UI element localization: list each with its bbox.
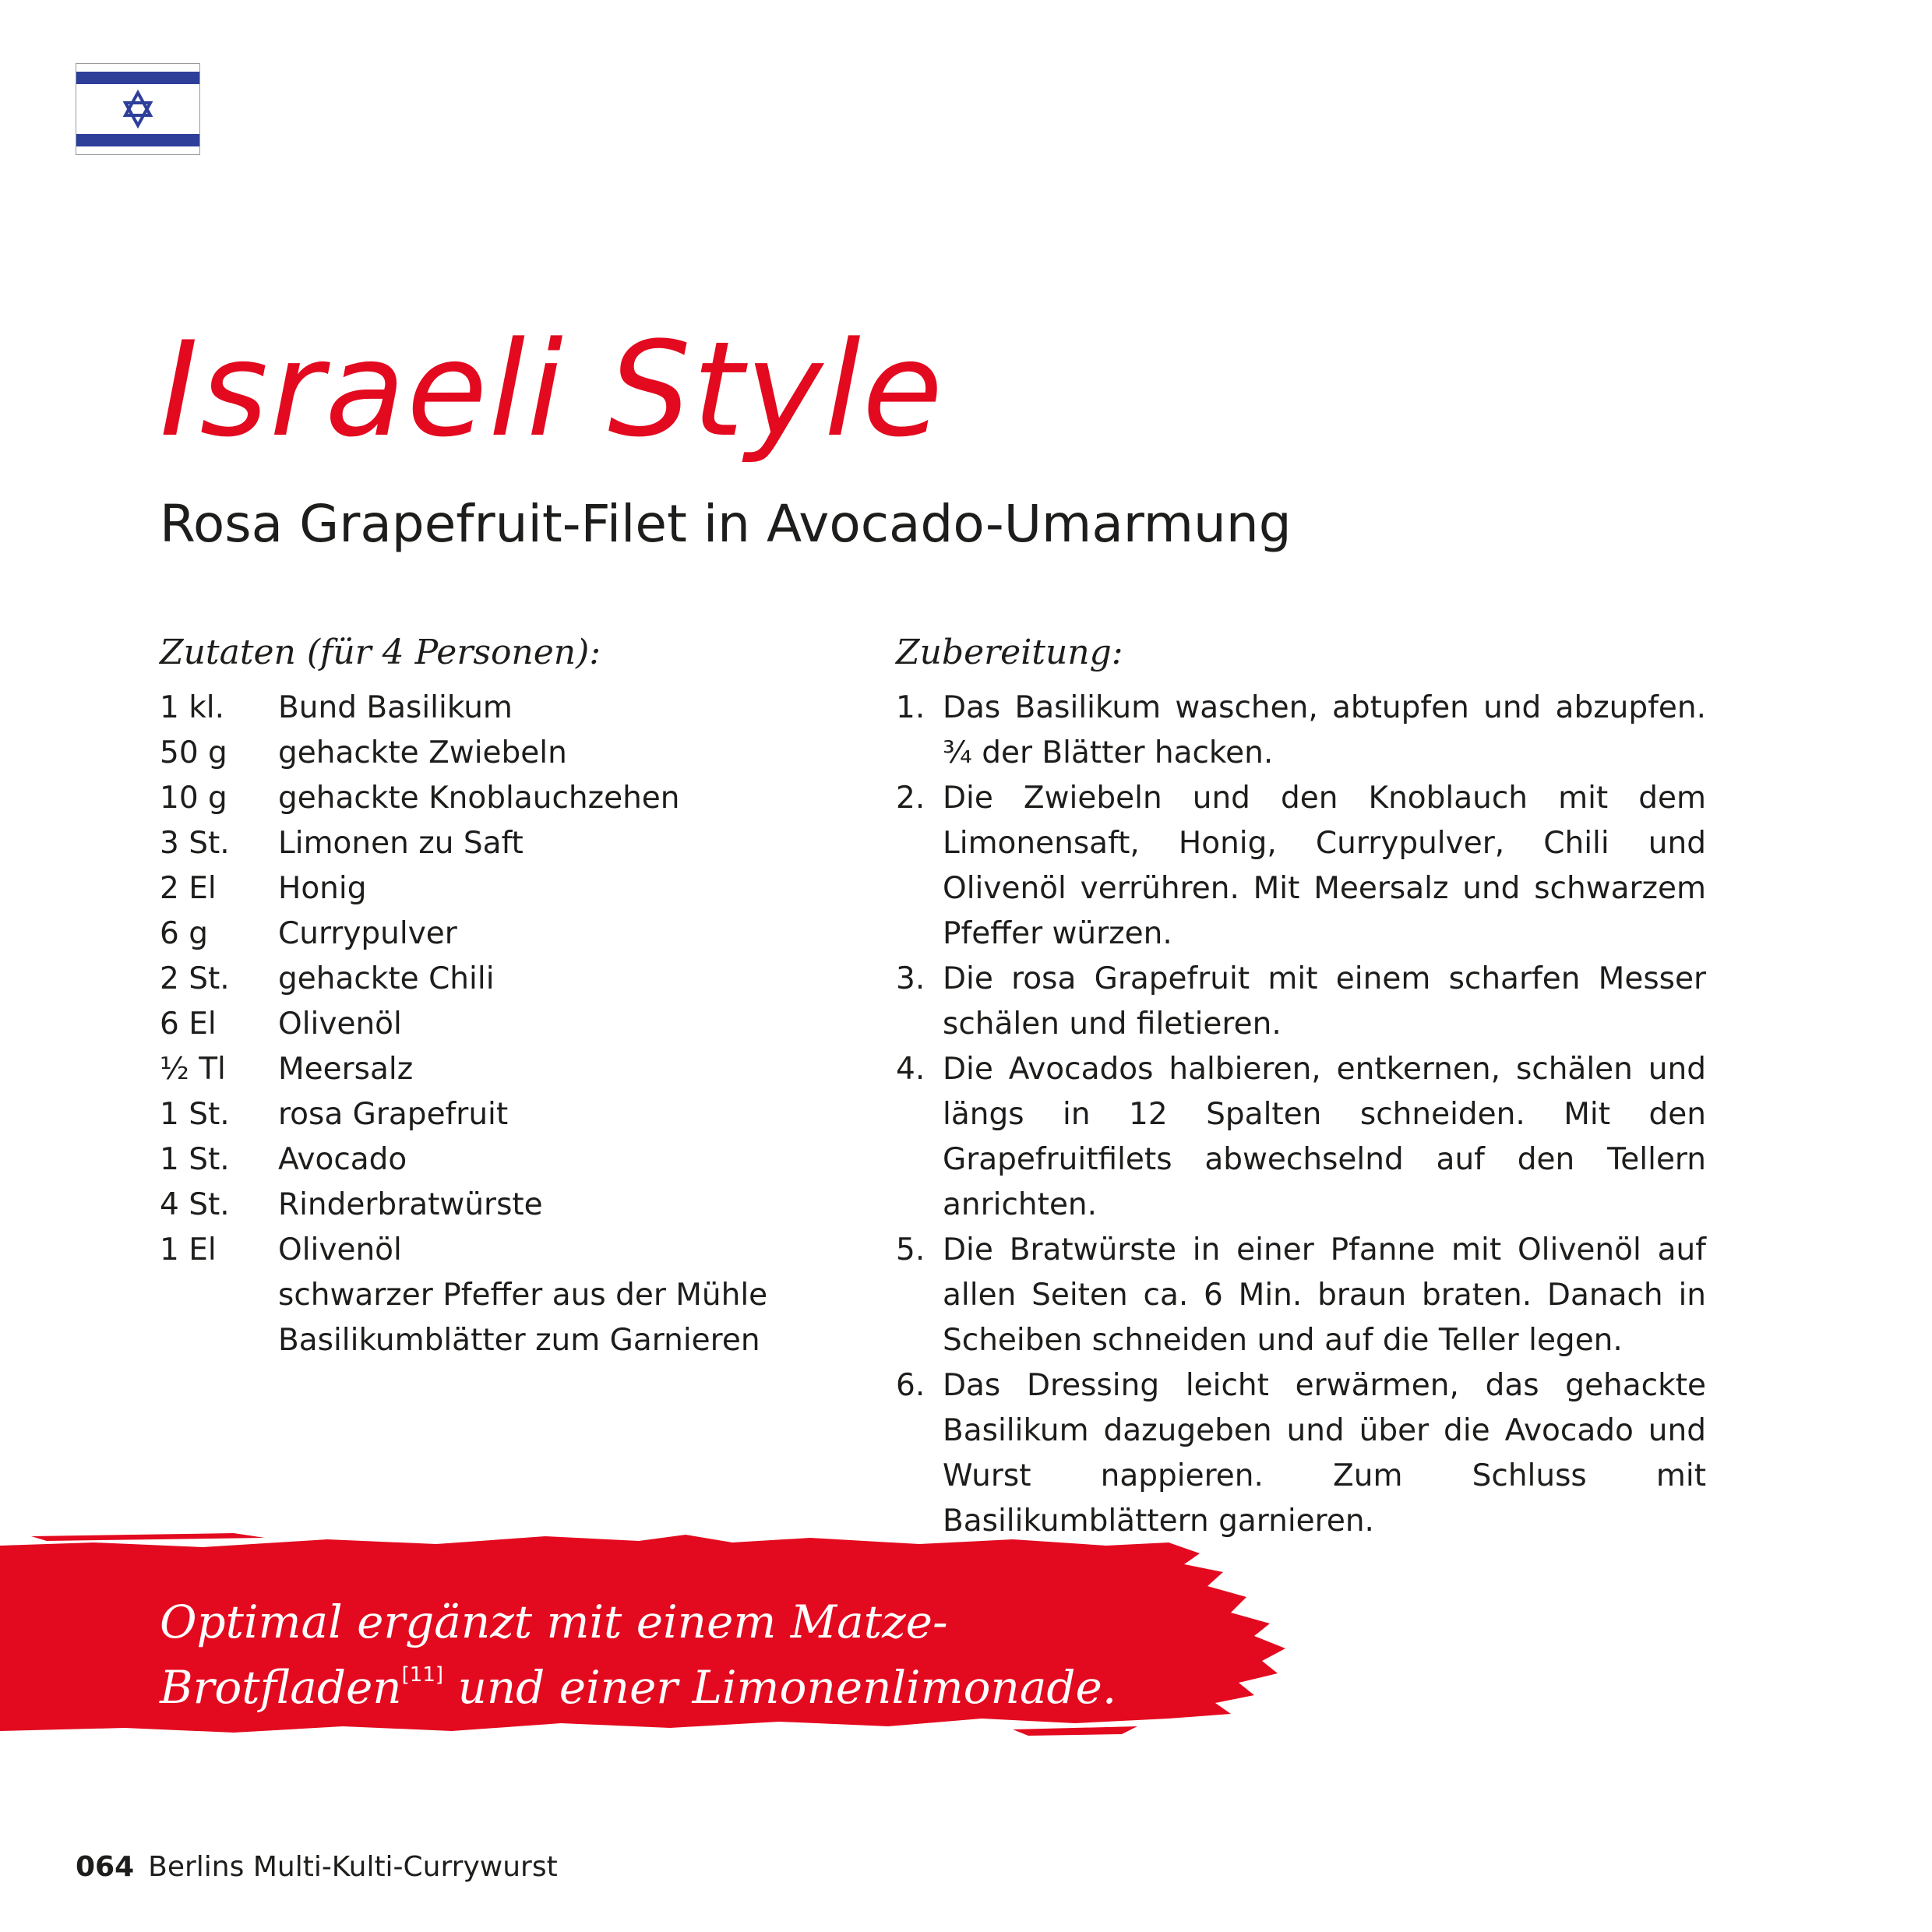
ingredient-name: Basilikumblätter zum Garnieren — [278, 1323, 760, 1358]
serving-tip — [160, 1589, 1116, 1720]
ingredient-quantity: 2 El — [160, 871, 217, 906]
ingredient-quantity: 3 St. — [160, 826, 230, 861]
ingredient-name: schwarzer Pfeffer aus der Mühle — [278, 1278, 768, 1313]
page-number: 064 — [76, 1851, 135, 1883]
preparation-step — [896, 686, 1706, 776]
step-text: Die rosa Grapefruit mit einem scharfen Messer schälen und filetieren. — [943, 961, 1706, 1042]
preparation-heading: Zubereitung: — [896, 633, 1123, 672]
ingredient-quantity: 1 St. — [160, 1142, 230, 1177]
step-number: 1. — [896, 690, 925, 725]
step-text: Die Avocados halbieren, entkernen, schälen und längs in 12 Spalten schneiden. Mit den Grapefruitfilets abwechselnd auf den Tellern anrichten. — [943, 1052, 1706, 1222]
step-text: Die Bratwürste in einer Pfanne mit Olivenöl auf allen Seiten ca. 6 Min. braun braten. Danach in Scheiben schneiden und auf die Teller legen. — [943, 1232, 1706, 1358]
ingredient-quantity: 1 kl. — [160, 690, 225, 725]
ingredient-row — [160, 776, 845, 821]
tip-line-2a: Brotfladen — [160, 1661, 402, 1714]
ingredient-row — [160, 1228, 845, 1273]
step-number: 5. — [896, 1232, 925, 1267]
ingredient-quantity: 2 St. — [160, 961, 230, 996]
ingredient-name: rosa Grapefruit — [278, 1097, 509, 1132]
ingredient-row — [160, 911, 845, 957]
step-number: 6. — [896, 1368, 925, 1403]
ingredient-row — [160, 1273, 845, 1318]
ingredient-quantity: 50 g — [160, 735, 227, 770]
ingredient-name: Currypulver — [278, 916, 457, 951]
ingredient-quantity: 4 St. — [160, 1187, 230, 1222]
step-text: Das Basilikum waschen, abtupfen und abzupfen. ¾ der Blätter hacken. — [943, 690, 1706, 770]
ingredient-quantity: ½ Tl — [160, 1052, 226, 1087]
ingredients-list — [160, 686, 845, 1363]
ingredient-row — [160, 1047, 845, 1092]
ingredient-row — [160, 1183, 845, 1228]
preparation-step — [896, 1228, 1706, 1363]
tip-footnote: [11] — [401, 1663, 444, 1687]
ingredient-quantity: 10 g — [160, 781, 227, 816]
ingredient-row — [160, 821, 845, 866]
ingredient-name: gehackte Chili — [278, 961, 495, 996]
ingredient-name: Bund Basilikum — [278, 690, 513, 725]
ingredient-quantity: 1 El — [160, 1232, 217, 1267]
ingredient-name: Rinderbratwürste — [278, 1187, 543, 1222]
step-number: 2. — [896, 781, 925, 816]
recipe-subtitle: Rosa Grapefruit-Filet in Avocado-Umarmung — [160, 494, 1292, 554]
israel-flag-icon — [76, 63, 200, 155]
step-number: 3. — [896, 961, 925, 996]
ingredient-name: gehackte Zwiebeln — [278, 735, 567, 770]
preparation-step — [896, 1047, 1706, 1228]
ingredient-row — [160, 957, 845, 1002]
ingredient-name: Olivenöl — [278, 1007, 402, 1042]
ingredient-name: Avocado — [278, 1142, 407, 1177]
ingredient-row — [160, 1318, 845, 1363]
ingredient-quantity — [160, 1273, 278, 1318]
step-number: 4. — [896, 1052, 925, 1087]
ingredient-name: Olivenöl — [278, 1232, 402, 1267]
ingredient-name: Limonen zu Saft — [278, 826, 524, 861]
preparation-step — [896, 1363, 1706, 1544]
ingredient-quantity: 6 g — [160, 916, 208, 951]
ingredient-row — [160, 1092, 845, 1137]
preparation-steps — [896, 686, 1706, 1544]
ingredient-quantity: 1 St. — [160, 1097, 230, 1132]
page-footer — [76, 1848, 558, 1887]
tip-line-2b: und einer Limonenlimonade. — [443, 1661, 1117, 1714]
tip-line-1: Optimal ergänzt mit einem Matze- — [160, 1595, 948, 1648]
preparation-step — [896, 957, 1706, 1047]
ingredient-name: gehackte Knoblauchzehen — [278, 781, 680, 816]
recipe-title: Israeli Style — [160, 313, 945, 466]
ingredient-quantity: 6 El — [160, 1007, 217, 1042]
step-text: Das Dressing leicht erwärmen, das gehackte Basilikum dazugeben und über die Avocado und Wurst nappieren. Zum Schluss mit Basilikumblättern garnieren. — [943, 1368, 1706, 1539]
ingredient-row — [160, 1137, 845, 1183]
ingredient-row — [160, 686, 845, 731]
ingredients-heading: Zutaten (für 4 Personen): — [160, 633, 601, 672]
ingredient-name: Honig — [278, 871, 367, 906]
ingredient-row — [160, 866, 845, 911]
preparation-step — [896, 776, 1706, 957]
step-text: Die Zwiebeln und den Knoblauch mit dem Limonensaft, Honig, Currypulver, Chili und Olivenöl verrühren. Mit Meersalz und schwarzem Pfeffer würzen. — [943, 781, 1706, 951]
ingredient-row — [160, 731, 845, 776]
ingredient-quantity — [160, 1318, 278, 1363]
ingredient-row — [160, 1002, 845, 1047]
book-title: Berlins Multi-Kulti-Currywurst — [148, 1851, 558, 1883]
ingredient-name: Meersalz — [278, 1052, 414, 1087]
